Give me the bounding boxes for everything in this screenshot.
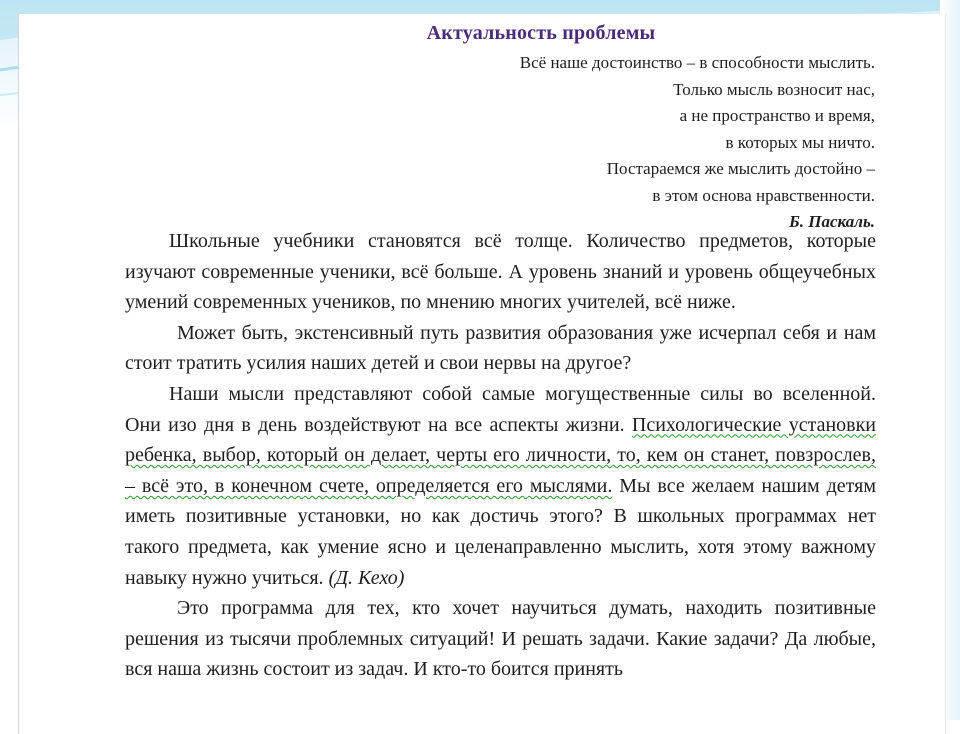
document-title: Актуальность проблемы — [426, 22, 656, 44]
paragraph-4: Это программа для тех, кто хочет научиться думать, находить позитивные решения из тысячи проблемных ситуаций! И решать задачи. Какие задачи? Да любые, вся наша жизнь состоит из задач. И кто-то боится принять — [125, 597, 876, 681]
paragraph-2: Может быть, экстенсивный путь развития образования уже исчерпал себя и нам стоит тратить усилия наших детей и свои нервы на другое? — [125, 321, 876, 375]
grammar-highlighted-text: Психологические установки ребенка, выбор, который он делает, черты его личности, то, кем он станет, повзрослев, – всё это, в конечном счете, определяется его мыслями. — [125, 413, 877, 497]
epigraph-line: а не пространство и время, — [679, 106, 875, 125]
citation: (Д. Кехо) — [328, 566, 405, 589]
epigraph-line: Постараемся же мыслить достойно – — [606, 159, 875, 178]
paragraph-1: Школьные учебники становятся всё толще. Количество предметов, которые изучают современные ученики, всё больше. А уровень знаний и уровень общеучебных умений современных учеников, по мнению многих учителей, всё ниже. — [125, 230, 876, 314]
epigraph — [520, 50, 875, 236]
document-body — [125, 226, 876, 685]
document-page — [18, 14, 945, 734]
epigraph-line: в которых мы ничто. — [725, 132, 875, 152]
paragraph-3-text-c: Мы все желаем нашим детям иметь позитивные установки, но как достичь этого? В школьных программах нет такого предмета, как умение ясно и целенаправленно мыслить, хотя этому важному навыку нужно учиться. — [125, 474, 877, 589]
epigraph-line: Только мысль возносит нас, — [673, 79, 875, 99]
epigraph-line: в этом основа нравственности. — [652, 185, 875, 205]
paragraph-3 — [125, 379, 876, 593]
epigraph-author: Б. Паскаль. — [788, 212, 875, 231]
epigraph-line: Всё наше достоинство – в способности мыслить. — [519, 53, 875, 72]
paragraph-3-text-a: Наши мысли представляют собой самые могущественные силы во вселенной. Они изо дня в день воздействуют на все аспекты жизни. — [125, 382, 876, 436]
